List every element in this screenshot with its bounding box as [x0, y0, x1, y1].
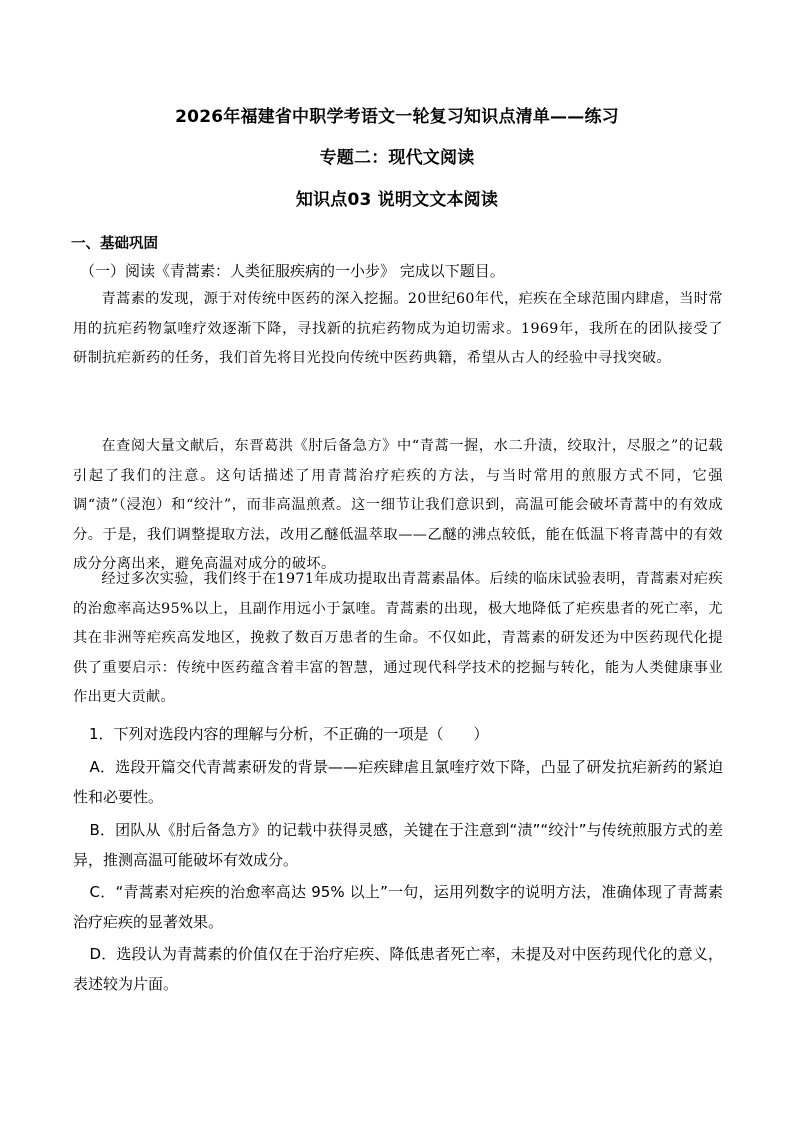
document-subtitle: 专题二：现代文阅读	[319, 148, 475, 168]
section-heading: 一、基础巩固	[71, 236, 158, 252]
passage-paragraph-2: 在查阅大量文献后，东晋葛洪《肘后备急方》中“青蒿一握，水二升渍，绞取汁，尽服之”的记载引起了我们的注意。这句话描述了用青蒿治疗疟疾的方法，与当时常用的煎服方式不同，它强调“渍”（浸泡）和“绞汁”，而非高温煎煮。这一细节让我们意识到，高温可能会破坏青蒿中的有效成分。于是，我们调整提取方法，改用乙醚低温萃取——乙醚的沸点较低，能在低温下将青蒿中的有效成分分离出来，避免高温对成分的破坏。	[73, 438, 723, 572]
knowledge-point-title: 知识点03 说明文文本阅读	[295, 190, 499, 210]
option-b: B．团队从《肘后备急方》的记载中获得灵感，关键在于注意到“渍”“绞汁”与传统煎服方式的差异，推测高温可能破坏有效成分。	[73, 821, 723, 869]
question-stem: 1．下列对选段内容的理解与分析，不正确的一项是（ ）	[89, 725, 489, 743]
passage-paragraph-3: 经过多次实验，我们终于在1971年成功提取出青蒿素晶体。后续的临床试验表明，青蒿素对疟疾的治愈率高达95%以上，且副作用远小于氯喹。青蒿素的出现，极大地降低了疟疾患者的死亡率，尤其在非洲等疟疾高发地区，挽救了数百万患者的生命。不仅如此，青蒿素的研发还为中医药现代化提供了重要启示：传统中医药蕴含着丰富的智慧，通过现代科学技术的挖掘与转化，能为人类健康事业作出更大贡献。	[73, 571, 723, 705]
passage-paragraph-1: 青蒿素的发现，源于对传统中医药的深入挖掘。20世纪60年代，疟疾在全球范围内肆虐，当时常用的抗疟药物氯喹疗效逐渐下降，寻找新的抗疟药物成为迫切需求。1969年，我所在的团队接受了研制抗疟新药的任务，我们首先将目光投向传统中医药典籍，希望从古人的经验中寻找突破。	[73, 291, 723, 366]
option-d: D．选段认为青蒿素的价值仅在于治疗疟疾、降低患者死亡率，未提及对中医药现代化的意义，表述较为片面。	[73, 945, 723, 993]
reading-prompt: （一）阅读《青蒿素：人类征服疾病的一小步》 完成以下题目。	[80, 262, 505, 280]
document-title: 2026年福建省中职学考语文一轮复习知识点清单——练习	[175, 107, 619, 127]
option-c: C．“青蒿素对疟疾的治愈率高达 95% 以上”一句，运用列数字的说明方法，准确体现了青蒿素治疗疟疾的显著效果。	[73, 883, 723, 931]
option-a: A．选段开篇交代青蒿素研发的背景——疟疾肆虐且氯喹疗效下降，凸显了研发抗疟新药的紧迫性和必要性。	[73, 758, 723, 806]
